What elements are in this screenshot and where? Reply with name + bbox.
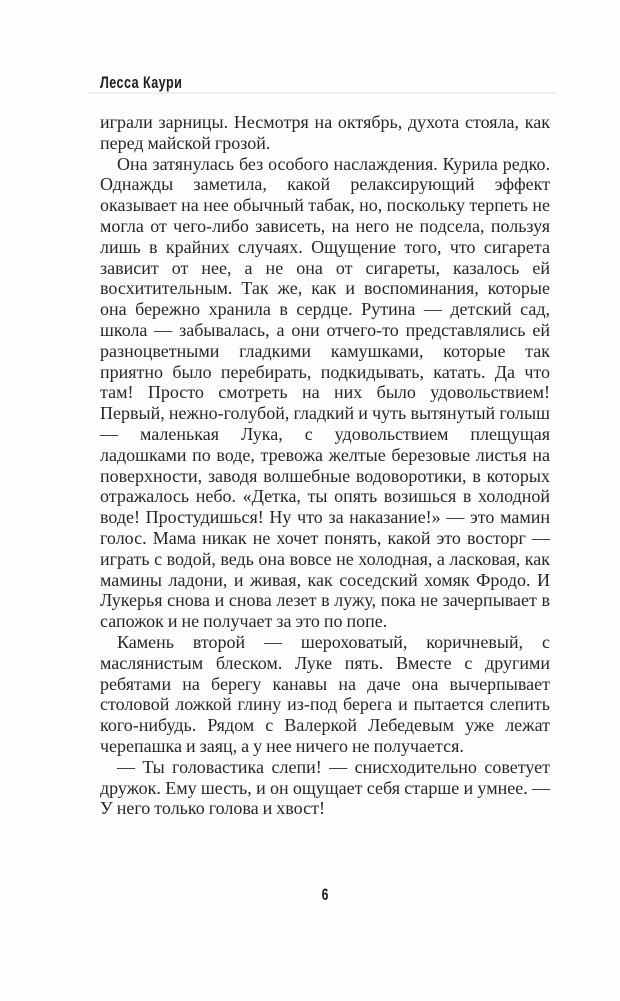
header-rule (88, 92, 556, 94)
body-text (100, 112, 550, 819)
page-number: 6 (321, 885, 329, 904)
paragraph: — Ты головастика слепи! — снисходительно советует дружок. Ему шесть, и он ощущает себя старше и умнее. — У него только голова и хвост! (100, 756, 550, 819)
paragraph: Она затянулась без особого наслаждения. Курила редко. Однажды заметила, какой релаксирующий эффект оказывает на нее обычный табак, но, поскольку терпеть не могла от чего-либо зависеть, на него не подсела, пользуя лишь в крайних случаях. Ощущение того, что сигарета зависит от нее, а не она от сигареты, казалось ей восхитительным. Так же, как и воспоминания, которые она бережно хранила в сердце. Рутина — детский сад, школа — забывалась, а они отчего-то представлялись ей разноцветными гладкими камушками, которые так приятно было перебирать, подкидывать, катать. Да что там! Просто смотреть на них было удовольствием! Первый, нежно-голубой, гладкий и чуть вытянутый голыш — маленькая Лука, с удовольствием плещущая ладошками по воде, тревожа желтые березовые листья на поверхности, заводя волшебные водоворотики, в которых отражалось небо. «Детка, ты опять возишься в холодной воде! Простудишься! Ну что за наказание!» — это мамин голос. Мама никак не хочет понять, какой это восторг — играть с водой, ведь она вовсе не холодная, а ласковая, как мамины ладони, и живая, как соседский хомяк Фродо. И Лукерья снова и снова лезет в лужу, пока не зачерпывает в сапожок и не получает за это по попе. (100, 153, 550, 632)
paragraph: играли зарницы. Несмотря на октябрь, духота стояла, как перед майской грозой. (100, 112, 550, 153)
running-header-author: Лесса Каури (100, 73, 183, 92)
paragraph: Камень второй — шероховатый, коричневый, с маслянистым блеском. Луке пять. Вместе с другими ребятами на берегу канавы на даче она вычерпывает столовой ложкой глину из-под берега и пытается слепить кого-нибудь. Рядом с Валеркой Лебедевым уже лежат черепашка и заяц, а у нее ничего не получается. (100, 631, 550, 756)
